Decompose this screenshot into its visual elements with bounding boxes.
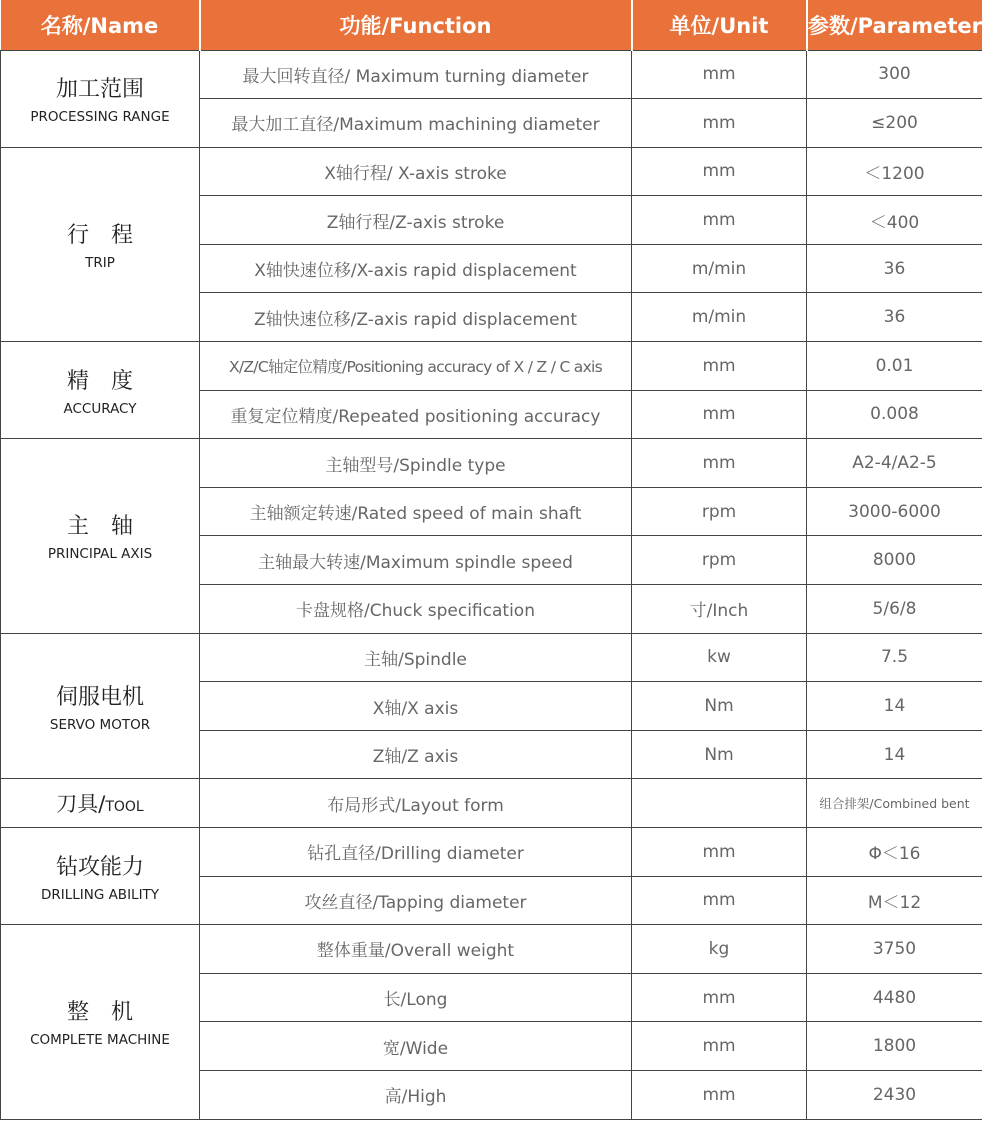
unit-cell: kw xyxy=(632,633,807,682)
table-row xyxy=(1,342,982,391)
group-name-en: TRIP xyxy=(85,254,115,271)
table-header xyxy=(1,0,982,50)
function-cell: 钻孔直径/Drilling diameter xyxy=(200,828,632,877)
function-cell: 最大加工直径/Maximum machining diameter xyxy=(200,99,632,148)
group-name-en: PROCESSING RANGE xyxy=(30,109,170,126)
unit-cell: mm xyxy=(632,828,807,877)
unit-cell: mm xyxy=(632,876,807,925)
group-name-cell xyxy=(1,779,200,828)
function-cell: 整体重量/Overall weight xyxy=(200,925,632,974)
parameter-cell: 3000-6000 xyxy=(807,487,982,536)
function-cell: 主轴最大转速/Maximum spindle speed xyxy=(200,536,632,585)
group-name-en: ACCURACY xyxy=(63,400,137,417)
header-row xyxy=(1,0,982,50)
group-name-cell xyxy=(1,147,200,341)
parameter-cell: ＜400 xyxy=(807,196,982,245)
unit-cell: Nm xyxy=(632,730,807,779)
function-cell: 卡盘规格/Chuck specification xyxy=(200,585,632,634)
function-cell: 攻丝直径/Tapping diameter xyxy=(200,876,632,925)
parameter-cell: 36 xyxy=(807,293,982,342)
function-cell: 重复定位精度/Repeated positioning accuracy xyxy=(200,390,632,439)
function-cell: X轴快速位移/X-axis rapid displacement xyxy=(200,244,632,293)
group-name-cell xyxy=(1,342,200,439)
unit-cell xyxy=(632,779,807,828)
parameter-cell: M＜12 xyxy=(807,876,982,925)
header-parameter: 参数/Parameter xyxy=(807,0,982,50)
function-cell: 长/Long xyxy=(200,973,632,1022)
group-name-cell xyxy=(1,633,200,779)
group-name-en: PRINCIPAL AXIS xyxy=(47,546,153,563)
group-name-cn: 刀具/ xyxy=(56,792,106,817)
table-row xyxy=(1,828,982,877)
parameter-cell: 3750 xyxy=(807,925,982,974)
function-cell: Z轴/Z axis xyxy=(200,730,632,779)
group-name-cell xyxy=(1,828,200,925)
parameter-cell: 36 xyxy=(807,244,982,293)
group-name-cn: 钻攻能力 xyxy=(55,854,144,880)
group-name-cn: 精 度 xyxy=(66,368,133,394)
group-name-en: DRILLING ABILITY xyxy=(40,886,160,903)
table-row xyxy=(1,925,982,974)
group-name-cell xyxy=(1,925,200,1119)
function-cell: 宽/Wide xyxy=(200,1022,632,1071)
function-cell: 最大回转直径/ Maximum turning diameter xyxy=(200,50,632,99)
parameter-cell: 5/6/8 xyxy=(807,585,982,634)
parameter-cell: 0.01 xyxy=(807,342,982,391)
parameter-cell: A2-4/A2-5 xyxy=(807,439,982,488)
unit-cell: mm xyxy=(632,196,807,245)
parameter-cell: ≤200 xyxy=(807,99,982,148)
function-cell: X轴/X axis xyxy=(200,682,632,731)
function-cell: Z轴行程/Z-axis stroke xyxy=(200,196,632,245)
function-cell: 主轴型号/Spindle type xyxy=(200,439,632,488)
unit-cell: m/min xyxy=(632,244,807,293)
function-cell: 主轴/Spindle xyxy=(200,633,632,682)
header-function: 功能/Function xyxy=(200,0,632,50)
parameter-cell: 300 xyxy=(807,50,982,99)
table-body xyxy=(1,50,982,1119)
table-row xyxy=(1,779,982,828)
parameter-cell: 8000 xyxy=(807,536,982,585)
parameter-cell: ＜1200 xyxy=(807,147,982,196)
unit-cell: Nm xyxy=(632,682,807,731)
function-cell: X轴行程/ X-axis stroke xyxy=(200,147,632,196)
parameter-cell: 1800 xyxy=(807,1022,982,1071)
group-name-cell xyxy=(1,439,200,633)
parameter-cell: 0.008 xyxy=(807,390,982,439)
parameter-cell: 4480 xyxy=(807,973,982,1022)
group-name-cell xyxy=(1,50,200,147)
unit-cell: 寸/Inch xyxy=(632,585,807,634)
group-name-en: SERVO MOTOR xyxy=(49,716,151,733)
function-cell: 布局形式/Layout form xyxy=(200,779,632,828)
table-row xyxy=(1,147,982,196)
unit-cell: mm xyxy=(632,1022,807,1071)
header-unit: 单位/Unit xyxy=(632,0,807,50)
group-name-cn: 行 程 xyxy=(66,222,133,248)
unit-cell: rpm xyxy=(632,487,807,536)
parameter-cell: Φ＜16 xyxy=(807,828,982,877)
group-name-en: TOOL xyxy=(105,799,144,816)
header-name: 名称/Name xyxy=(1,0,200,50)
group-name-cn: 整 机 xyxy=(66,1000,133,1026)
parameter-cell: 组合排架/Combined bent xyxy=(807,779,982,828)
unit-cell: mm xyxy=(632,973,807,1022)
function-cell: Z轴快速位移/Z-axis rapid displacement xyxy=(200,293,632,342)
group-name-en: COMPLETE MACHINE xyxy=(30,1032,170,1049)
unit-cell: kg xyxy=(632,925,807,974)
group-name-cn: 伺服电机 xyxy=(55,684,144,710)
function-cell: X/Z/C轴定位精度/Positioning accuracy of X / Z / C axis xyxy=(200,342,632,391)
table-row xyxy=(1,633,982,682)
group-name-cn: 加工范围 xyxy=(55,77,144,103)
table-row xyxy=(1,50,982,99)
table-row xyxy=(1,439,982,488)
unit-cell: mm xyxy=(632,99,807,148)
unit-cell: m/min xyxy=(632,293,807,342)
unit-cell: mm xyxy=(632,439,807,488)
unit-cell: mm xyxy=(632,147,807,196)
unit-cell: mm xyxy=(632,390,807,439)
group-name-cn: 主 轴 xyxy=(66,514,133,540)
function-cell: 主轴额定转速/Rated speed of main shaft xyxy=(200,487,632,536)
parameter-cell: 14 xyxy=(807,730,982,779)
parameter-cell: 7.5 xyxy=(807,633,982,682)
unit-cell: mm xyxy=(632,50,807,99)
function-cell: 高/High xyxy=(200,1070,632,1119)
unit-cell: rpm xyxy=(632,536,807,585)
parameter-cell: 14 xyxy=(807,682,982,731)
unit-cell: mm xyxy=(632,1070,807,1119)
unit-cell: mm xyxy=(632,342,807,391)
parameter-cell: 2430 xyxy=(807,1070,982,1119)
